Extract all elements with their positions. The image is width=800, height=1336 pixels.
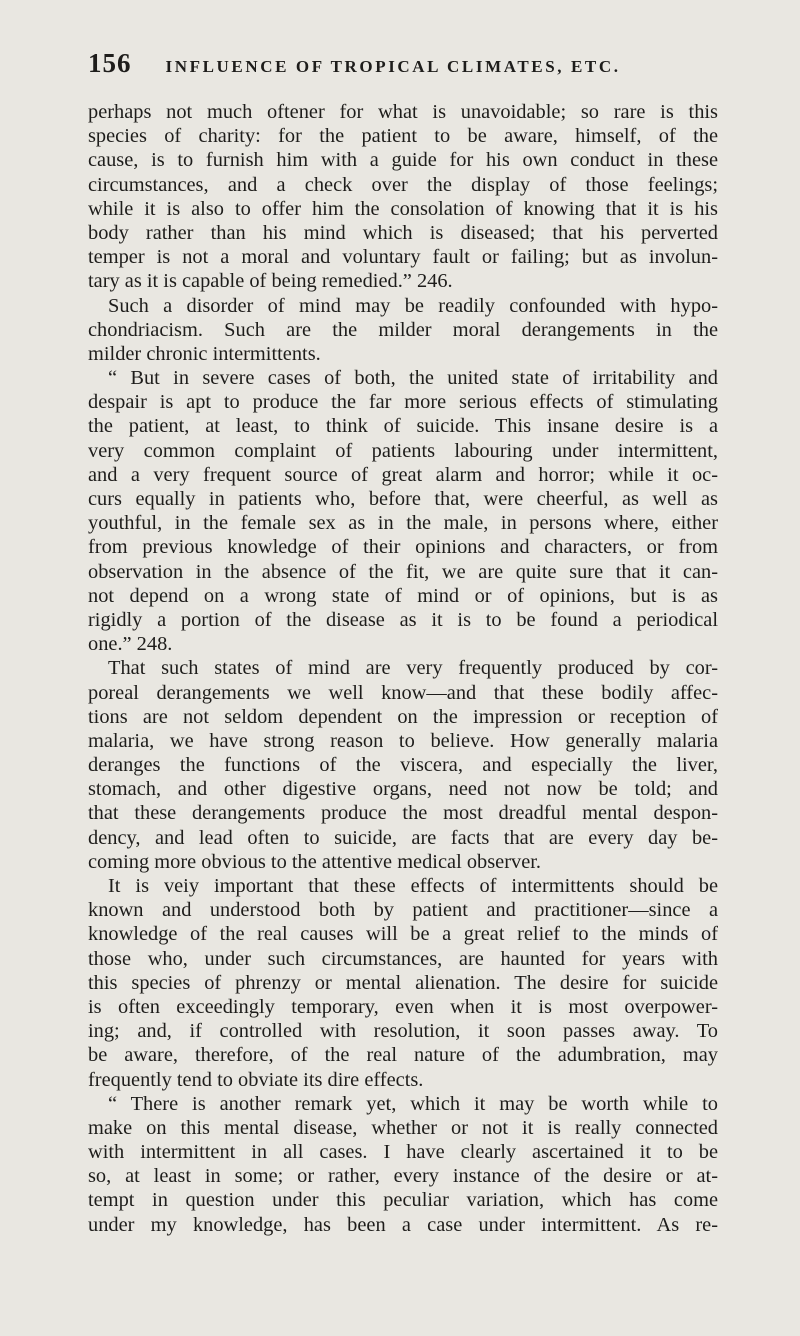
text-line: the patient, at least, to think of suicide. This insane desire is a xyxy=(88,415,718,438)
text-line: tary as it is capable of being remedied.” 246. xyxy=(88,270,453,293)
text-line: from previous knowledge of their opinions and characters, or from xyxy=(88,536,718,559)
text-line: and a very frequent source of great alarm and horror; while it oc- xyxy=(88,463,718,486)
text-line: this species of phrenzy or mental alienation. The desire for suicide xyxy=(88,971,718,994)
text-line: while it is also to offer him the consolation of knowing that it is his xyxy=(88,197,718,220)
page-number: 156 xyxy=(88,48,132,78)
text-line: tempt in question under this peculiar variation, which has come xyxy=(88,1189,718,1212)
text-line: That such states of mind are very frequently produced by cor- xyxy=(108,657,718,680)
text-line: despair is apt to produce the far more serious effects of stimulating xyxy=(88,391,718,414)
text-line: so, at least in some; or rather, every instance of the desire or at- xyxy=(88,1165,718,1188)
text-line: youthful, in the female sex as in the male, in persons where, either xyxy=(88,512,718,535)
text-line: very common complaint of patients labouring under intermittent, xyxy=(88,439,718,462)
text-line: chondriacism. Such are the milder moral derangements in the xyxy=(88,318,718,341)
text-line: be aware, therefore, of the real nature of the adumbration, may xyxy=(88,1044,718,1067)
text-line: “ There is another remark yet, which it may be worth while to xyxy=(108,1092,718,1115)
text-line: frequently tend to obviate its dire effects. xyxy=(88,1068,424,1091)
text-line: not depend on a wrong state of mind or of opinions, but is as xyxy=(88,584,718,607)
text-line: rigidly a portion of the disease as it is to be found a periodical xyxy=(88,608,718,631)
text-line: that these derangements produce the most dreadful mental despon- xyxy=(88,802,718,825)
text-line: dency, and lead often to suicide, are facts that are every day be- xyxy=(88,826,718,849)
text-line: those who, under such circumstances, are haunted for years with xyxy=(88,947,718,970)
text-line: tions are not seldom dependent on the impression or reception of xyxy=(88,705,718,728)
text-line: milder chronic intermittents. xyxy=(88,342,321,365)
text-line: cause, is to furnish him with a guide for his own conduct in these xyxy=(88,149,718,172)
text-line: deranges the functions of the viscera, and especially the liver, xyxy=(88,754,718,777)
text-line: temper is not a moral and voluntary fault or failing; but as involun- xyxy=(88,246,718,269)
text-line: species of charity: for the patient to be aware, himself, of the xyxy=(88,125,718,148)
text-line: under my knowledge, has been a case under intermittent. As re- xyxy=(88,1213,718,1236)
body-text xyxy=(88,100,718,1237)
text-line: It is veiy important that these effects of intermittents should be xyxy=(108,875,718,897)
text-line: poreal derangements we well know—and that these bodily affec- xyxy=(88,681,718,704)
text-line: ing; and, if controlled with resolution, it soon passes away. To xyxy=(88,1020,718,1043)
text-line: malaria, we have strong reason to believe. How generally malaria xyxy=(88,729,718,752)
text-line: “ But in severe cases of both, the united state of irritability and xyxy=(108,367,718,390)
text-line: observation in the absence of the fit, we are quite sure that it can- xyxy=(88,560,718,583)
text-line: body rather than his mind which is diseased; that his perverted xyxy=(88,221,718,244)
text-line: one.” 248. xyxy=(88,633,173,656)
text-line: make on this mental disease, whether or not it is really connected xyxy=(88,1116,718,1139)
text-line: circumstances, and a check over the display of those feelings; xyxy=(88,173,718,196)
text-line: curs equally in patients who, before that, were cheerful, as well as xyxy=(88,488,718,510)
text-line: known and understood both by patient and practitioner—since a xyxy=(88,899,718,922)
running-head xyxy=(88,48,718,88)
text-line: stomach, and other digestive organs, need not now be told; and xyxy=(88,778,718,801)
text-line: is often exceedingly temporary, even when it is most overpower- xyxy=(88,995,718,1018)
text-line: Such a disorder of mind may be readily confounded with hypo- xyxy=(108,294,718,317)
text-line: with intermittent in all cases. I have clearly ascertained it to be xyxy=(88,1141,718,1164)
text-line: knowledge of the real causes will be a great relief to the minds of xyxy=(88,923,718,946)
running-title: INFLUENCE OF TROPICAL CLIMATES, ETC. xyxy=(165,57,621,76)
text-line: coming more obvious to the attentive medical observer. xyxy=(88,850,542,873)
text-line: perhaps not much oftener for what is unavoidable; so rare is this xyxy=(88,101,718,123)
